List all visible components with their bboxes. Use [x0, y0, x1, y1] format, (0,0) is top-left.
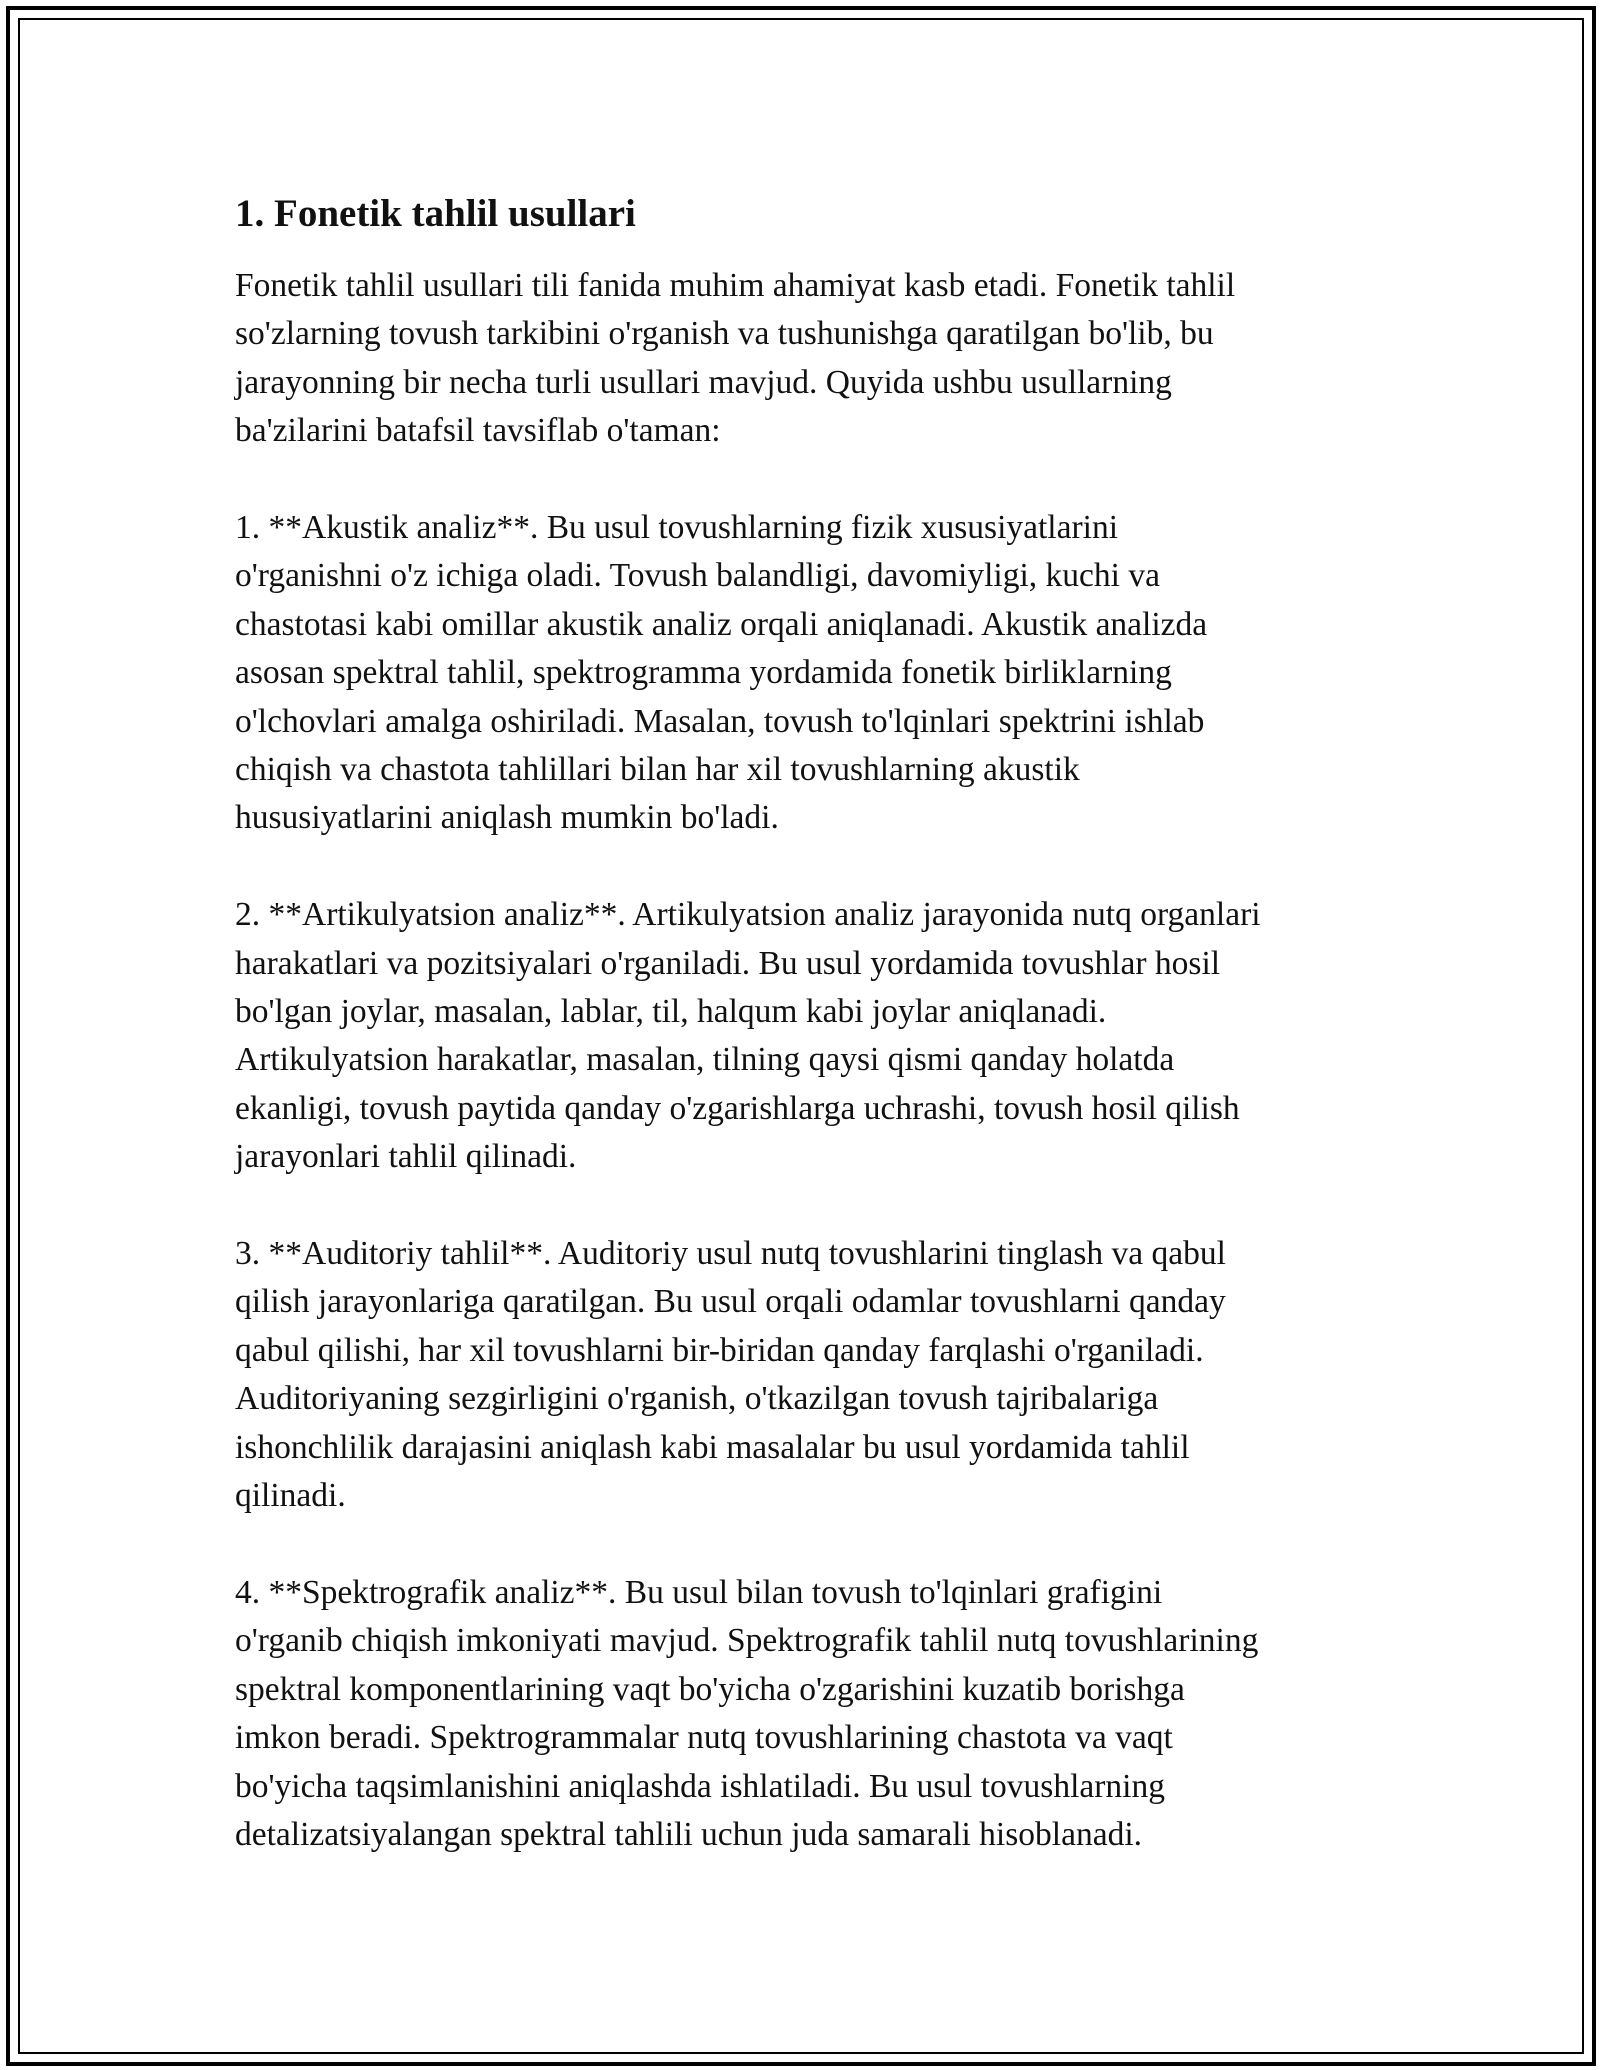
paragraph-auditory-analysis: 3. **Auditoriy tahlil**. Auditoriy usul nutq tovushlarini tinglash va qabul qilish jarayonlariga qaratilgan. Bu usul orqali odamlar tovushlarni qanday qabul qilishi, har xil tovushlarni bir-biridan qanday farqlashi o'rganiladi. Auditoriyaning sezgirligini o'rganish, o'tkazilgan tovush tajribalariga ishonchlilik darajasini aniqlash kabi masalalar bu usul yordamida tahlil qilinadi.: [235, 1235, 1226, 1515]
paragraph-articulatory-analysis: 2. **Artikulyatsion analiz**. Artikulyatsion analiz jarayonida nutq organlari harakatlari va pozitsiyalari o'rganiladi. Bu usul yordamida tovushlar hosil bo'lgan joylar, masalan, lablar, til, halqum kabi joylar aniqlanadi. Artikulyatsion harakatlar, masalan, tilning qaysi qismi qanday holatda ekanligi, tovush paytida qanday o'zgarishlarga uchrashi, tovush hosil qilish jarayonlari tahlil qilinadi.: [235, 896, 1261, 1176]
document-body: [235, 190, 1375, 1908]
paragraph-acoustic-analysis: 1. **Akustik analiz**. Bu usul tovushlarning fizik xususiyatlarini o'rganishni o'z ichiga oladi. Tovush balandligi, davomiyligi, kuchi va chastotasi kabi omillar akustik analiz orqali aniqlanadi. Akustik analizda asosan spektral tahlil, spektrogramma yordamida fonetik birliklarning o'lchovlari amalga oshiriladi. Masalan, tovush to'lqinlari spektrini ishlab chiqish va chastota tahlillari bilan har xil tovushlarning akustik hususiyatlarini aniqlash mumkin bo'ladi.: [235, 509, 1208, 837]
paragraph-spectrographic-analysis: 4. **Spektrografik analiz**. Bu usul bilan tovush to'lqinlari grafigini o'rganib chiqish imkoniyati mavjud. Spektrografik tahlil nutq tovushlarining spektral komponentlarining vaqt bo'yicha o'zgarishini kuzatib borishga imkon beradi. Spektrogrammalar nutq tovushlarining chastota va vaqt bo'yicha taqsimlanishini aniqlashda ishlatiladi. Bu usul tovushlarning detalizatsiyalangan spektral tahlili uchun juda samarali hisoblanadi.: [235, 1573, 1259, 1853]
section-heading: 1. Fonetik tahlil usullari: [235, 192, 636, 235]
intro-paragraph: Fonetik tahlil usullari tili fanida muhim ahamiyat kasb etadi. Fonetik tahlil so'zlarning tovush tarkibini o'rganish va tushunishga qaratilgan bo'lib, bu jarayonning bir necha turli usullari mavjud. Quyida ushbu usullarning ba'zilarini batafsil tavsiflab o'taman:: [235, 267, 1236, 450]
